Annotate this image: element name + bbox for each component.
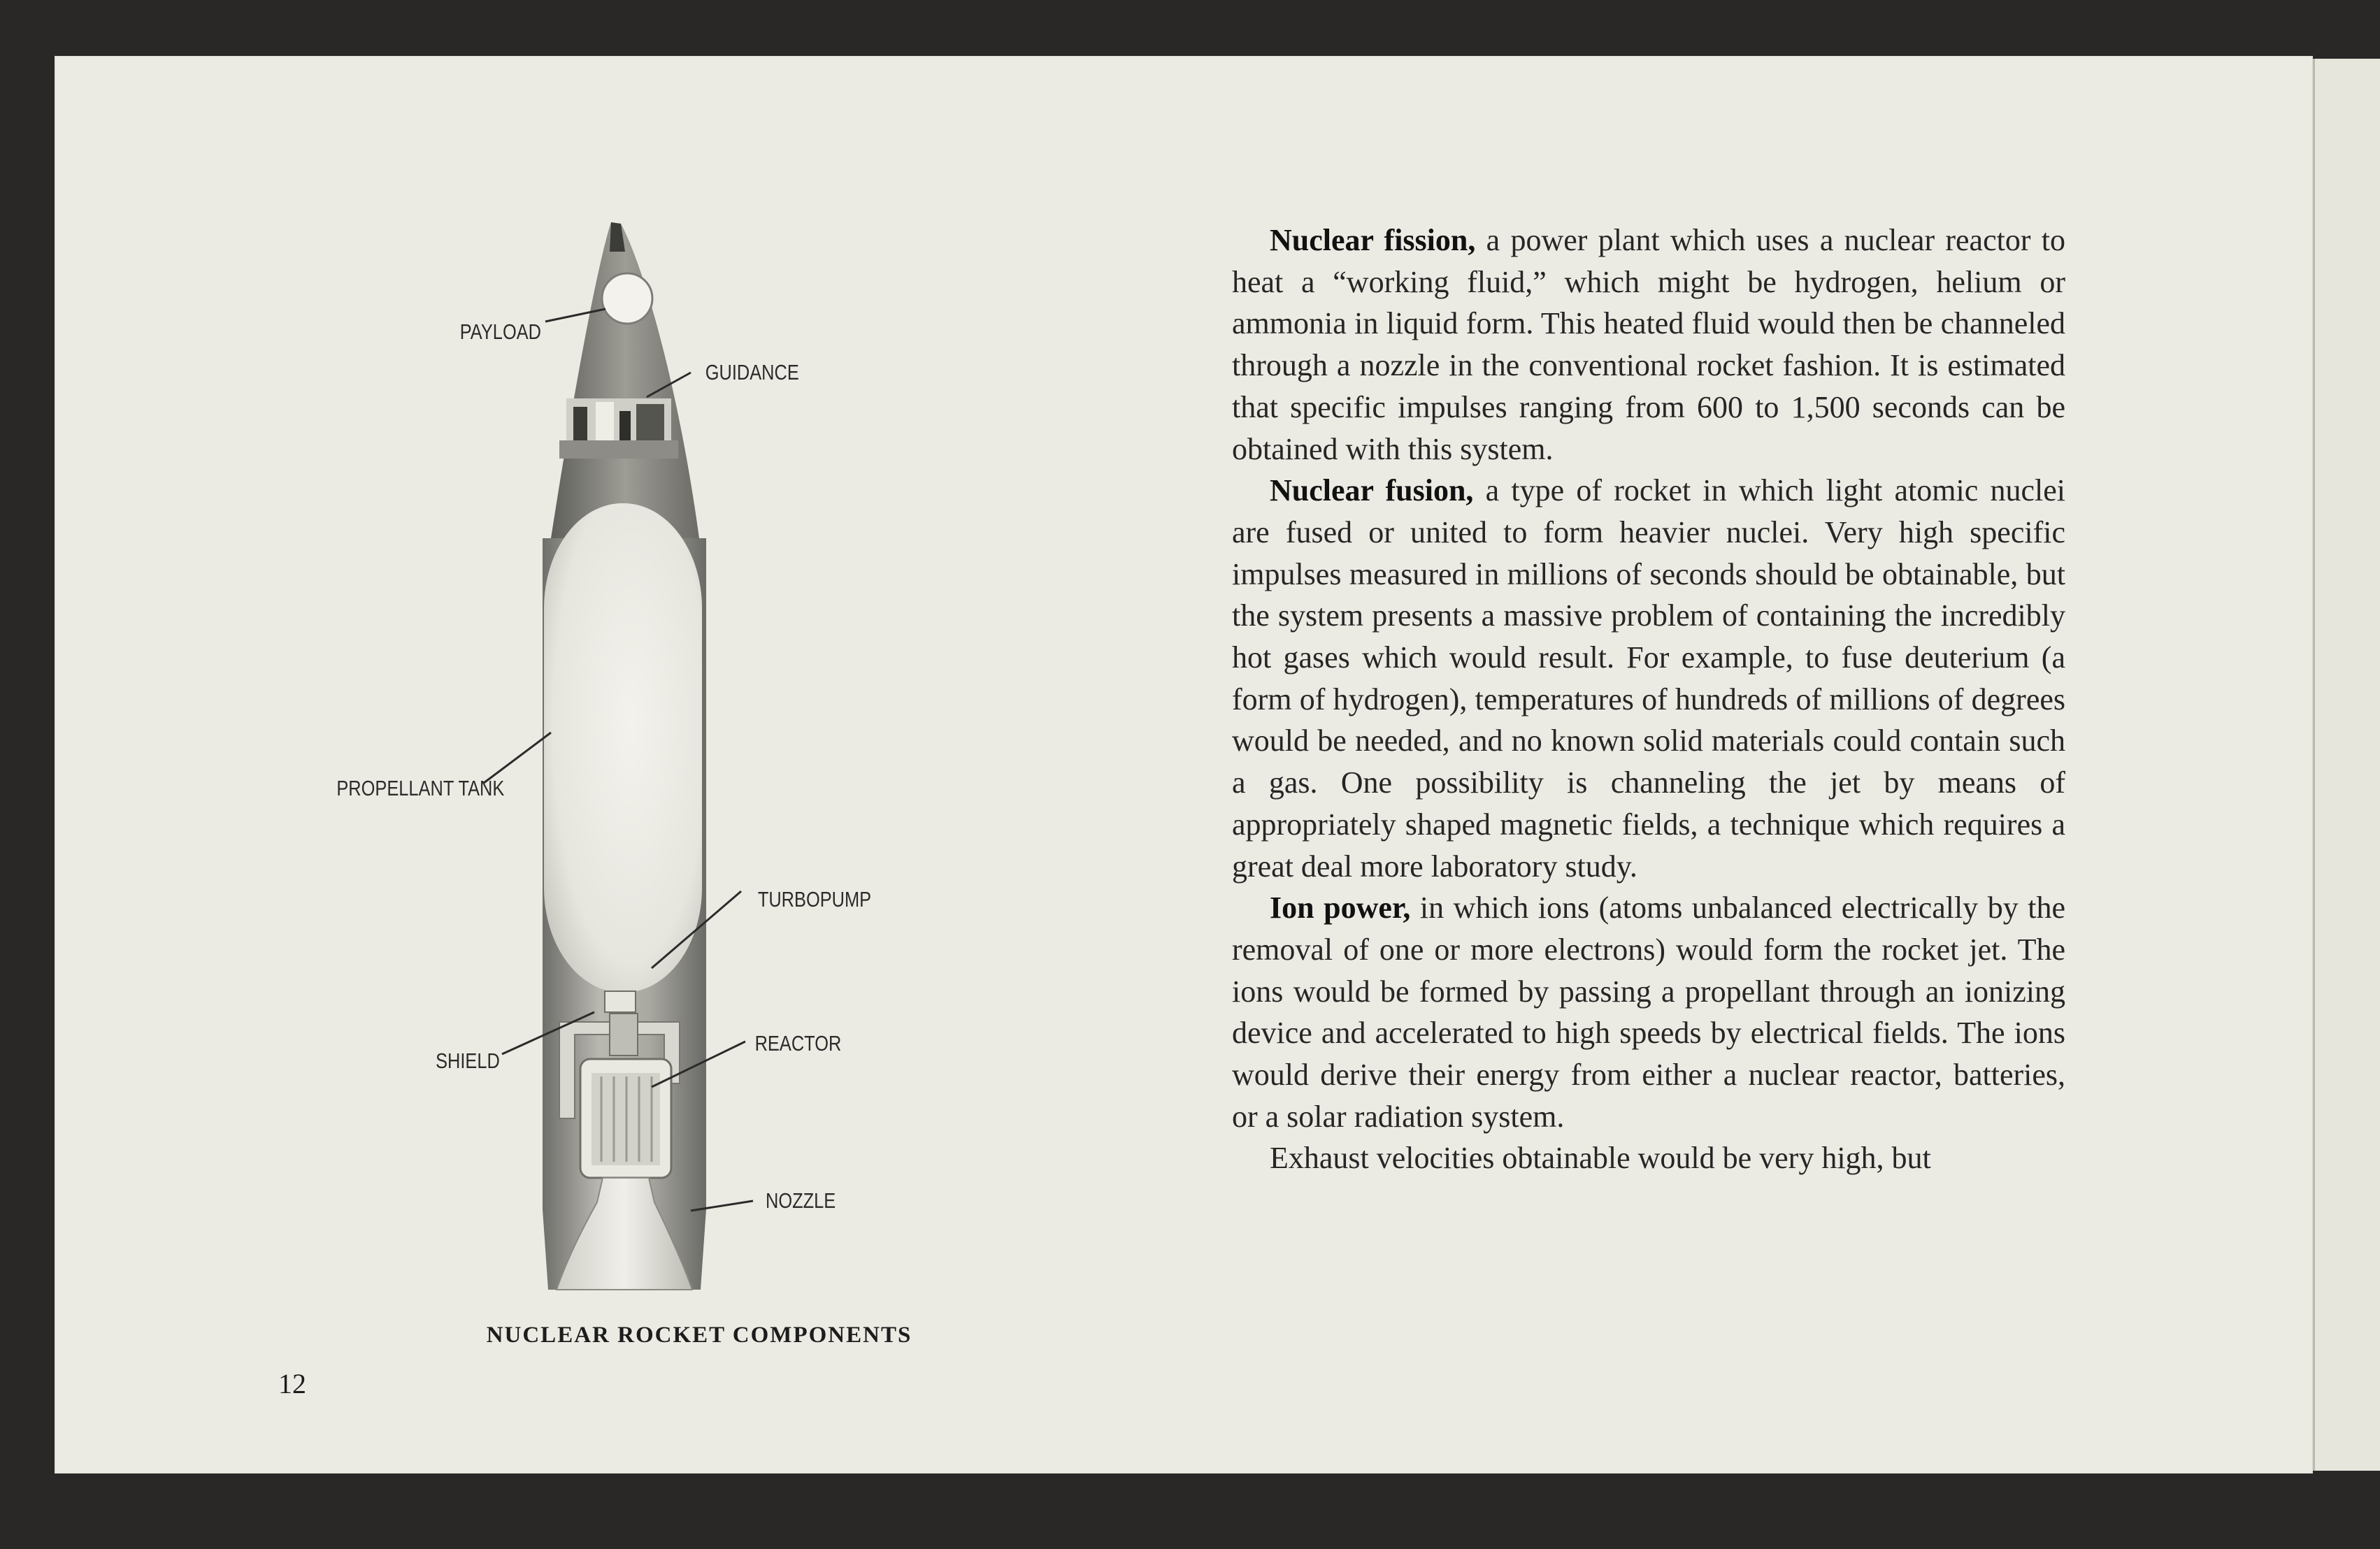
body-text [1232,219,2065,1179]
book-page-right-edge [2313,59,2380,1471]
paragraph-exhaust-velocities [1232,1137,2065,1179]
reactor-assembly [580,1059,671,1178]
paragraph-body: a power plant which uses a nuclear reactor to heat a “working fluid,” which might be hydrogen, helium or ammonia in liquid form. This heated fluid would then be channeled through a nozzle in the conventional rocket fashion. It is estimated that specific impulses ranging from 600 to 1,500 seconds can be obtained with this system. [1232,223,2065,466]
paragraph-body: in which ions (atoms unbalanced electrically by the removal of one or more electrons) would form the rocket jet. The ions would be formed by passing a propellant through an ionizing device and accelerated to high speeds by electrical fields. The ions would derive their energy from either a nuclear reactor, batteries, or a solar radiation system. [1232,891,2065,1134]
paragraph-ion-power [1232,887,2065,1137]
paragraph-nuclear-fission [1232,219,2065,470]
label-shield: SHIELD [436,1049,500,1074]
label-reactor: REACTOR [754,1031,842,1056]
nuclear-rocket-illustration [252,210,909,1307]
label-propellant-tank: PROPELLANT TANK [336,776,505,801]
label-guidance: GUIDANCE [705,360,799,385]
label-nozzle: NOZZLE [765,1188,836,1213]
term-nuclear-fusion: Nuclear fusion, [1270,473,1474,508]
paragraph-body: Exhaust velocities obtainable would be very high, but [1270,1141,1931,1176]
paragraph-nuclear-fusion [1232,470,2065,887]
figure-caption: NUCLEAR ROCKET COMPONENTS [486,1323,912,1348]
guidance-unit [559,398,678,459]
label-payload: PAYLOAD [459,319,541,345]
page-number: 12 [278,1368,306,1399]
term-ion-power: Ion power, [1270,891,1411,925]
propellant-tank [544,503,702,993]
term-nuclear-fission: Nuclear fission, [1270,223,1476,257]
label-turbopump: TURBOPUMP [757,887,872,912]
payload-sphere [602,273,652,324]
paragraph-body: a type of rocket in which light atomic nuclei are fused or united to form heavier nuclei. Very high specific impulses measured in millions of seconds should be obtainable, but the system presents a massive problem of containing the incredibly hot gases which would result. For example, to fuse deuterium (a form of hydrogen), temperatures of hundreds of millions of degrees would be needed, and no known solid materials could contain such a gas. One possibility is channeling the jet by means of appropriately shaped magnetic fields, a technique which requires a great deal more laboratory study. [1232,473,2065,884]
